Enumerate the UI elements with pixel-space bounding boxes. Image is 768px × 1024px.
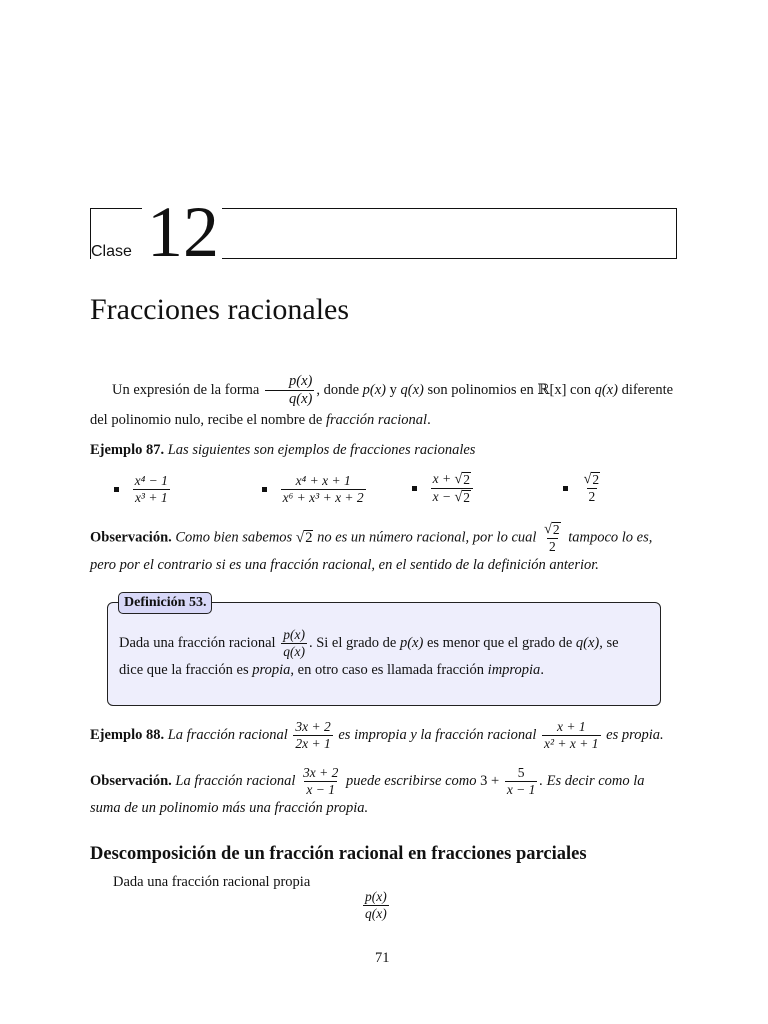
page-number: 71 <box>375 950 390 966</box>
chapter-title: Fracciones racionales <box>90 293 350 326</box>
definition-53-title: Definición 53. <box>118 592 212 614</box>
intro-fraction: $\frac{p(x)}{q(x)}$ <box>265 374 314 407</box>
sqrt: √ 2 <box>454 471 471 487</box>
intro-paragraph: Un expresión de la forma $\frac{p(x)}{q(x)}$ , donde p(x) y q(x) son polinomios en ℝ[x] con q(x) diferente del polinomio nulo, recibe el nombre de fracción racional. <box>90 373 674 429</box>
frame-top-left <box>90 208 142 209</box>
section-fraction: $\frac{p(x)}{q(x)}$ <box>365 889 387 922</box>
section-text: Dada una fracción racional propia <box>113 874 311 890</box>
bullet-icon <box>262 487 267 492</box>
example-88: Ejemplo 88. La fracción racional $\frac{3x + 2}{2x + 1}$ es impropia y la fracción racional $\frac{x + 1}{\text{x² + x + 1}}$ es propia. <box>90 719 664 752</box>
observation-1: Observación. Como bien sabemos √ 2 no es un número racional, por lo cual √ 2 2 tampoco lo es, pero por el contrario si es una fracción racional, en el sentido de la definición anterior. <box>90 521 653 574</box>
chapter-label: Clase <box>91 243 132 260</box>
observation-2: Observación. La fracción racional $\frac{3x + 2}{x - 1}$ puede escribirse como 3 + $\frac{5}{x - 1}$ . Es decir como la suma de un polinomio más una fracción propia. <box>90 765 645 817</box>
example-87-item-1: $\frac{\text{x⁴ − 1}}{\text{x³ + 1}}$ <box>114 474 172 505</box>
sqrt: √ 2 <box>295 528 313 546</box>
frame-bottom-right <box>222 258 677 259</box>
example-87-item-3: x + √ 2 x − √ 2 <box>412 472 475 505</box>
example-87-item-2: $\frac{\text{x⁴ + x + 1}}{\text{x⁶ + x³ + x + 2}}$ <box>262 474 368 505</box>
example-87-item-4: √ 2 2 <box>563 472 604 504</box>
section-title: Descomposición de un fracción racional en fracciones parciales <box>90 844 587 864</box>
example-87-label: Ejemplo 87. <box>90 442 165 458</box>
sqrt: √ 2 <box>583 471 600 487</box>
example-87 <box>90 442 475 459</box>
intro-text: Un expresión de la forma <box>112 382 260 399</box>
definition-53-text: Dada una fracción racional $\frac{p(x)}{q(x)}$ . Si el grado de p(x) es menor que el grado de q(x), se dice que la fracción es propia, en otro caso es llamada fracción impropia. <box>119 627 619 679</box>
bullet-icon <box>114 487 119 492</box>
ring-symbol: ℝ[x] <box>537 382 567 399</box>
sqrt: √ 2 <box>544 521 560 537</box>
chapter-number: 12 <box>147 192 219 272</box>
example-87-text: Las siguientes son ejemplos de fracciones racionales <box>167 442 476 458</box>
bullet-icon <box>563 486 568 491</box>
frame-top-right <box>222 208 677 209</box>
sqrt: √ 2 <box>454 489 471 506</box>
bullet-icon <box>412 486 417 491</box>
frame-right <box>676 208 677 259</box>
